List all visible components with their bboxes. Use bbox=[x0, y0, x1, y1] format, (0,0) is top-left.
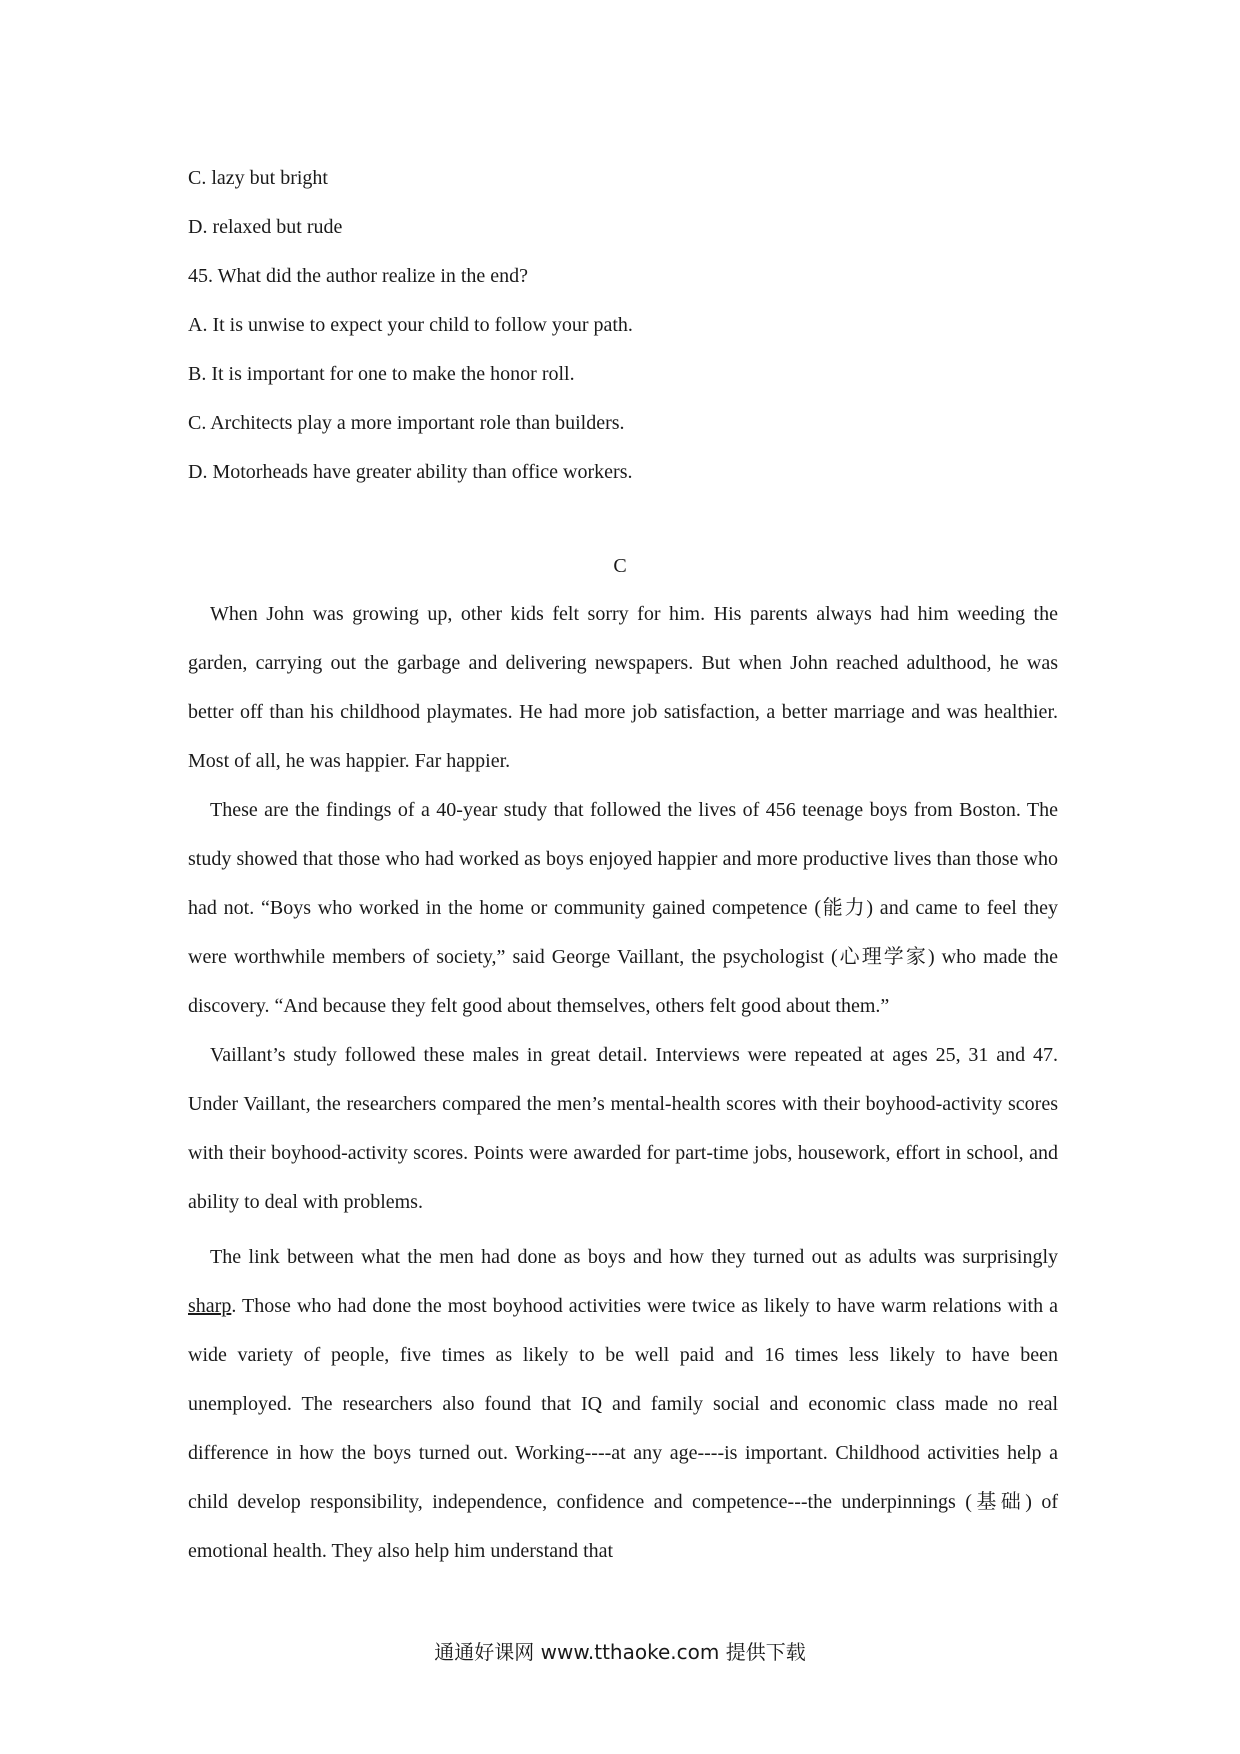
option-45a: A. It is unwise to expect your child to follow your path. bbox=[188, 314, 633, 336]
underlined-word: sharp bbox=[188, 1295, 232, 1317]
option-45d: D. Motorheads have greater ability than office workers. bbox=[188, 461, 633, 483]
passage-paragraph-1: When John was growing up, other kids felt sorry for him. His parents always had him weeding the garden, carrying out the garbage and delivering newspapers. But when John reached adulthood, he was better off than his childhood playmates. He had more job satisfaction, a better marriage and was healthier. Most of all, he was happier. Far happier. bbox=[188, 603, 1058, 772]
passage-paragraph-2: These are the findings of a 40-year study that followed the lives of 456 teenage boys from Boston. The study showed that those who had worked as boys enjoyed happier and more productive lives than those who had not. “Boys who worked in the home or community gained competence (能力) and came to feel they were worthwhile members of society,” said George Vaillant, the psychologist (心理学家) who made the discovery. “And because they felt good about themselves, others felt good about them.” bbox=[188, 799, 1058, 1017]
page-footer: 通通好课网 www.tthaoke.com 提供下载 bbox=[434, 1640, 806, 1664]
option-45c: C. Architects play a more important role than builders. bbox=[188, 412, 625, 434]
option-45b: B. It is important for one to make the honor roll. bbox=[188, 363, 575, 385]
paragraph-4-text-start: The link between what the men had done as boys and how they turned out as adults was surprisingly bbox=[210, 1246, 1058, 1268]
question-45: 45. What did the author realize in the end? bbox=[188, 265, 529, 287]
passage-paragraph-4 bbox=[188, 1233, 1058, 1576]
answer-options bbox=[188, 154, 1068, 497]
passage-paragraph-3: Vaillant’s study followed these males in great detail. Interviews were repeated at ages 25, 31 and 47. Under Vaillant, the researchers compared the men’s mental-health scores with their boyhood-activity scores with their boyhood-activity scores. Points were awarded for part-time jobs, housework, effort in school, and ability to deal with problems. bbox=[188, 1044, 1058, 1213]
option-44c: C. lazy but bright bbox=[188, 167, 328, 189]
reading-passage bbox=[188, 590, 1058, 1576]
section-heading: C bbox=[613, 555, 627, 577]
paragraph-4-text-end: . Those who had done the most boyhood activities were twice as likely to have warm relations with a wide variety of people, five times as likely to be well paid and 16 times less likely to have been unemployed. The researchers also found that IQ and family social and economic class made no real difference in how the boys turned out. Working----at any age----is important. Childhood activities help a child develop responsibility, independence, confidence and competence---the underpinnings (基础) of emotional health. They also help him understand that bbox=[188, 1295, 1058, 1562]
option-44d: D. relaxed but rude bbox=[188, 216, 343, 238]
